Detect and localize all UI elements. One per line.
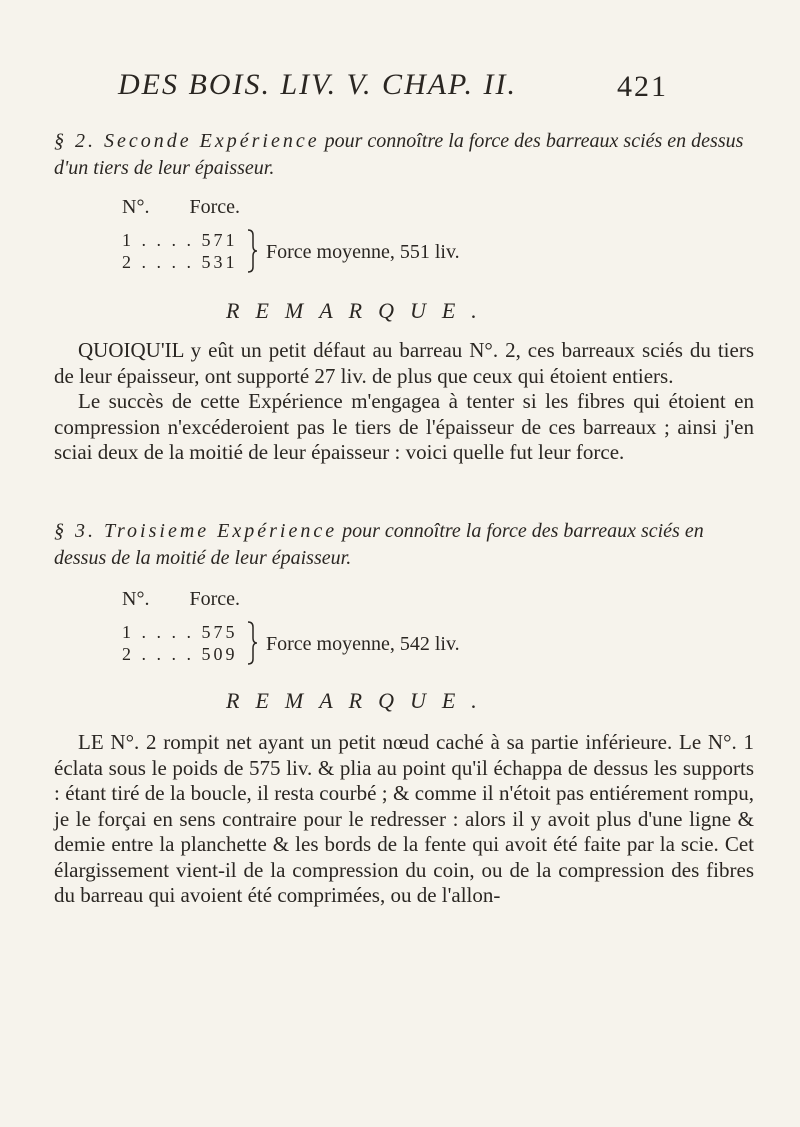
section-title-exp2 — [54, 128, 754, 182]
col-no-header: N°. — [122, 196, 150, 218]
section-lead: § 3. Troisieme Expérience — [54, 520, 338, 542]
paragraph: LE N°. 2 rompit net ayant un petit nœud caché à sa partie inférieure. Le N°. 1 éclata sous le poids de 575 liv. & plia au point qu'il échappa de dessus les supports : étant tiré de la boucle, il resta courbé ; & comme il n'étoit pas entiérement rompu, je le forçai en sens contraire pour le redresser : alors il y avoit plus d'une ligne & demie entre la planchette & les bords de la fente qui avoit été faite par la scie. Cet élargissement vient-il de la compression du coin, ou de la compression des fibres du barreau qui avoient été comprimées, ou de l'allon- — [54, 730, 754, 907]
section-lead: § 2. Seconde Expérience — [54, 130, 320, 152]
section-rest: pour connoître la force des barreaux sciés en dessus de la moitié de leur épaisseur. — [54, 520, 704, 569]
section-rest: pour connoître la force des barreaux sciés en dessus d'un tiers de leur épaisseur. — [54, 130, 744, 179]
brace-icon — [246, 621, 258, 665]
col-force-header: Force. — [189, 196, 240, 218]
col-no-header: N°. — [122, 588, 150, 610]
force-table-exp3 — [122, 586, 460, 665]
page-number: 421 — [617, 70, 668, 103]
table-row: 2 . . . . 531 — [122, 252, 238, 272]
table-row: 1 . . . . 571 — [122, 230, 238, 250]
force-table-exp2 — [122, 194, 460, 273]
running-head-title: DES BOIS. LIV. V. CHAP. II. — [118, 68, 517, 101]
remark-heading: REMARQUE. — [226, 298, 493, 323]
average-force: Force moyenne, 542 liv. — [266, 633, 460, 655]
remark-text-exp3 — [54, 730, 754, 909]
paragraph: QUOIQU'IL y eût un petit défaut au barreau N°. 2, ces barreaux sciés du tiers de leur épaisseur, ont supporté 27 liv. de plus que ceux qui étoient entiers. — [54, 338, 754, 388]
remark-text-exp2 — [54, 338, 754, 466]
brace-icon — [246, 229, 258, 273]
table-row: 1 . . . . 575 — [122, 622, 238, 642]
average-force: Force moyenne, 551 liv. — [266, 241, 460, 263]
section-title-exp3 — [54, 518, 754, 572]
col-force-header: Force. — [189, 588, 240, 610]
remark-heading: REMARQUE. — [226, 688, 493, 713]
table-row: 2 . . . . 509 — [122, 644, 238, 664]
paragraph: Le succès de cette Expérience m'engagea à tenter si les fibres qui étoient en compression n'excéderoient pas le tiers de l'épaisseur de ces barreaux ; ainsi j'en sciai deux de la moitié de leur épaisseur : voici quelle fut leur force. — [54, 389, 754, 464]
running-head — [118, 68, 668, 102]
